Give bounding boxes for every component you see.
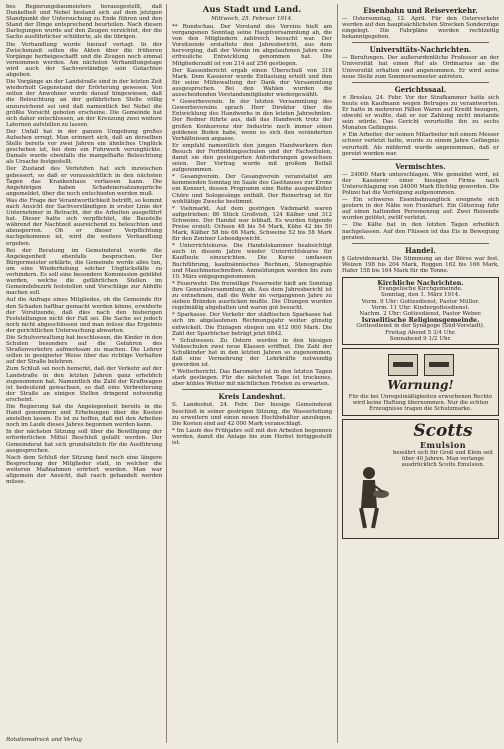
- article-paragraph: ** Rundschau. Der Vorstand des Vereins hielt am vergangenen Sonntag seine Hauptversammlung ab, die von den Mitgliedern zahlreich besucht war. Der Vorsitzende erstattete den Jahresbericht, aus dem hervorging, daß der Verein im abgelaufenen Jahre eine erfreuliche Entwicklung genommen hat. Die Mitgliederzahl ist von 214 auf 256 gestiegen.: [172, 24, 332, 67]
- section-heading: Handel.: [405, 245, 436, 255]
- article-paragraph: * Schulwesen. Zu Ostern werden in den hiesigen Volksschulen zwei neue Klassen eröffnet. Die Zahl der Schulkinder hat in den letzten Jahren so zugenommen, daß eine Vermehrung der Lehrkräfte notwendig geworden ist.: [172, 337, 332, 369]
- section-heading: Universitäts-Nachrichten.: [369, 45, 472, 55]
- article-paragraph: S. Landeshut, 24. Febr. Der hiesige Gemeinderat beschloß in seiner gestrigen Sitzung, die Wasserleitung zu erweitern und einen neuen Hochbehälter anzulegen. Die Kosten sind auf 42 000 Mark veranschlagt.: [172, 402, 332, 427]
- article-paragraph: Zum Schluß sei noch bemerkt, daß der Verkehr auf der Landstraße in den letzten Jahren ganz erheblich zugenommen hat. Namentlich die Zahl der Kraftwagen ist bedeutend gewachsen, so daß eine Verbreiterung der Straße an einigen Stellen dringend notwendig erscheint.: [6, 366, 162, 403]
- box-line: Freitag Abend 5 3/4 Uhr.: [385, 329, 456, 336]
- fisherman-icon: [349, 464, 389, 530]
- section-divider: [352, 42, 489, 43]
- warning-advertisement: [342, 348, 499, 416]
- box-line: Vorm. 11 Uhr: Kindergottesdienst.: [371, 304, 470, 311]
- box-line: Gottesdienst in der Synagoge (Süd-Vorstadt).: [356, 323, 485, 330]
- article-paragraph: * Sparkasse. Der Verkehr der städtischen Sparkasse hat sich im abgelaufenen Rechnungsjahr weiter günstig entwickelt. Die Einlagen stiegen um 412 000 Mark. Die Zahl der Sparbücher beträgt jetzt 6842.: [172, 312, 332, 337]
- column-divider: [337, 4, 338, 743]
- article-paragraph: — Berufungen. Der außerordentliche Professor an der Universität hat einen Ruf als Ordinarius an die Universität erhalten und angenommen. Er wird seine neue Stelle zum Sommersemester antreten.: [342, 55, 499, 80]
- dateline: Mittwoch, 25. Februar 1914.: [211, 16, 293, 22]
- article-paragraph: * Unterrichtskurse. Die Handelskammer beabsichtigt auch in diesem Jahre wieder Unterrichtskurse für Kaufleute einzurichten. Die Kurse umfassen Buchführung, kaufmännisches Rechnen, Stenographie und Maschinenschreiben. Anmeldungen werden bis zum 10. März entgegengenommen.: [172, 243, 332, 280]
- article-paragraph: * Gesangverein. Der Gesangverein veranstaltet am kommenden Sonntag im Saale des Gasthauses zur Krone ein Konzert, dessen Programm eine Reihe ausgewählter Chöre und Sologesänge enthält. Der Reinertrag ist für wohltätige Zwecke bestimmt.: [172, 174, 332, 205]
- article-paragraph: Die Vorgänge an der Landstraße sind in der letzten Zeit wiederholt Gegenstand der Erörterung gewesen. Von seiten der Anwohner wurde darauf hingewiesen, daß die Beleuchtung an der gefährlichen Stelle völlig unzureichend sei und daß namentlich bei Nebel die größte Vorsicht geboten erscheine. Die Gemeinde hat sich daher entschlossen, an der Kreuzung zwei weitere Laternen aufstellen zu lassen.: [6, 79, 162, 128]
- package-illustration: [424, 354, 454, 376]
- box-subtitle: Evangelische Kirchgemeinde.: [378, 286, 463, 293]
- section-heading: Aus Stadt und Land.: [202, 5, 302, 15]
- article-paragraph: * Feuerwehr. Die freiwillige Feuerwehr hielt am Sonntag ihre Generalversammlung ab. Aus dem Jahresbericht ist zu entnehmen, daß die Wehr im vergangenen Jahre zu sieben Bränden ausrücken mußte. Die Übungen wurden regelmäßig abgehalten und waren gut besucht.: [172, 280, 332, 312]
- article-paragraph: Er empfahl namentlich den jungen Handwerkern den Besuch der Fortbildungsschulen und der Fachschulen, damit sie den gesteigerten Anforderungen gewachsen seien. Der Vortrag wurde mit großem Beifall aufgenommen.: [172, 142, 332, 174]
- article-paragraph: — Ostersonntag, 12. April. Für den Osterverkehr werden auf den hauptsächlichsten Strecken Sonderzüge eingelegt. Die Fahrpläne werden rechtzeitig bekanntgegeben.: [342, 16, 499, 41]
- article-paragraph: * Wetterbericht. Das Barometer ist in den letzten Tagen stark gestiegen. Für die nächsten Tage ist trockenes, aber kühles Wetter mit nächtlichen Frösten zu erwarten.: [172, 369, 332, 388]
- article-paragraph: — Ein schweres Eisenbahnunglück ereignete sich gestern in der Nähe von Frankfurt. Ein Güterzug fuhr auf einen haltenden Personenzug auf. Zwei Reisende wurden getötet, zwölf verletzt.: [342, 197, 499, 222]
- article-paragraph: Die Schulverwaltung hat beschlossen, die Kinder in den Schulen besonders auf die Gefahren des Straßenverkehrs aufmerksam zu machen. Die Lehrer sollen in geeigneter Weise über das richtige Verhalten auf der Straße belehren.: [6, 334, 162, 366]
- product-name: Emulsion: [419, 440, 467, 451]
- section-divider: [352, 159, 489, 160]
- brand-name: Scotts: [413, 421, 473, 442]
- section-heading: Vermischtes.: [395, 161, 446, 171]
- package-illustration: [388, 354, 418, 376]
- ad-copy: bewährt sich für Groß und Klein seit über 40 Jahren. Man verlange ausdrücklich Scotts Emulsion.: [392, 450, 494, 469]
- box-title: Israelitische Religionsgemeinde.: [361, 316, 480, 325]
- box-line: Nachm. 2 Uhr: Gottesdienst, Pastor Weber.: [359, 311, 482, 318]
- article-paragraph: Auf die Anfrage eines Mitgliedes, ob die Gemeinde für den Schaden haftbar gemacht werden könne, erwiderte der Vorsitzende, daß dies nach den bisherigen Feststellungen nicht der Fall sei. Die Sache sei jedoch noch nicht abgeschlossen und man müsse das Ergebnis der gerichtlichen Untersuchung abwarten.: [6, 297, 162, 334]
- middle-column: [172, 4, 332, 743]
- article-paragraph: Die Verhandlung wurde hierauf vertagt. In der Zwischenzeit sollen die Akten über die früheren Vorgänge herbeigeschafft und die Zeugen noch einmal vernommen werden. Am nächsten Verhandlungstage wird auch der Sachverständige sein Gutachten abgeben.: [6, 41, 162, 79]
- product-packages: [346, 354, 495, 376]
- article-paragraph: Bei der Beratung im Gemeinderat wurde die Angelegenheit ebenfalls besprochen. Der Bürgermeister erklärte, die Gemeinde werde alles tun, um eine Wiederholung solcher Unglücksfälle zu verhindern. Es soll eine besondere Kommission gebildet werden, welche die gefährlichen Stellen im Gemeindebezirk feststellen und Vorschläge zur Abhilfe machen soll.: [6, 247, 162, 297]
- section-heading: Kreis Landeshut.: [218, 392, 286, 402]
- box-title: Kirchliche Nachrichten.: [377, 279, 464, 287]
- article-paragraph: — 24000 Mark unterschlagen. Wie gemeldet wird, ist der Kassierer einer hiesigen Firma nach Unterschlagung von 24000 Mark flüchtig geworden. Die Polizei hat die Verfolgung aufgenommen.: [342, 171, 499, 196]
- left-column: [6, 4, 162, 743]
- column-divider: [166, 4, 167, 743]
- section-heading: Gerichtssaal.: [394, 84, 447, 94]
- article-paragraph: Die Regierung hat die Angelegenheit bereits in die Hand genommen und Erhebungen über die Kosten anstellen lassen. Es ist zu hoffen, daß mit den Arbeiten noch im Laufe dieses Jahres begonnen werden kann.: [6, 404, 162, 429]
- section-divider: [352, 82, 489, 83]
- box-line: Sonnabend 9 1/2 Uhr.: [389, 335, 452, 342]
- section-divider: [352, 243, 489, 244]
- church-notices-box: [342, 277, 499, 345]
- section-heading: Eisenbahn und Reiseverkehr.: [363, 6, 478, 15]
- right-column: [342, 4, 499, 743]
- article-paragraph: Der Unfall hat in der ganzen Umgebung großes Aufsehen erregt. Man erinnert sich, daß an derselben Stelle bereits vor zwei Jahren ein ähnliches Unglück geschehen ist, bei dem ein Fuhrwerk verunglückte. Damals wurde ebenfalls die mangelhafte Beleuchtung als Ursache festgestellt.: [6, 128, 162, 166]
- warning-text: Für die bei Unregelmäßigkeiten erworbenen Rechte wird keine Haftung übernommen. Nur die echten Erzeugnisse tragen die Schutzmarke.: [348, 394, 493, 413]
- section-divider: [182, 389, 322, 390]
- article-paragraph: § Getreidemarkt. Die Stimmung an der Börse war fest. Weizen 198 bis 204 Mark, Roggen 162 bis 166 Mark, Hafer 158 bis 164 Mark für die Tonne.: [342, 255, 499, 274]
- article-paragraph: — Die Kälte hat in den letzten Tagen erheblich nachgelassen. Auf den Flüssen ist das Eis in Bewegung geraten.: [342, 222, 499, 241]
- article-paragraph: bes Regierungsbaumeisters herausgestellt, daß Dunkelheit und Nebel bestand sich auf dem jetzigen Standpunkt der Untersuchung zu Ende führen und den Stand der Dinge entsprechend beurteilen. Nach diesen Darlegungen wurde auf den Zeugen verzichtet, der die Sache ausführlicher schilderte, als die übrigen.: [6, 4, 162, 41]
- article-paragraph: * Viehmarkt. Auf dem gestrigen Viehmarkt waren aufgetrieben: 86 Stück Großvieh, 124 Kälber und 312 Schweine. Der Handel war lebhaft. Es wurden folgende Preise erzielt: Ochsen 48 bis 54 Mark, Kühe 42 bis 50 Mark, Kälber 58 bis 66 Mark, Schweine 52 bis 58 Mark für den Zentner Lebendgewicht.: [172, 205, 332, 243]
- article-paragraph: Der Zustand des Verletzten hat sich inzwischen gebessert, so daß er voraussichtlich in den nächsten Tagen das Krankenhaus verlassen kann. Die Angehörigen haben Schadenersatzansprüche angemeldet, über die noch entschieden werden muß.: [6, 166, 162, 197]
- box-line: Sonntag, den 1. März 1914.: [381, 292, 460, 299]
- warning-title: Warnung!: [387, 378, 454, 393]
- article-paragraph: × Ein Arbeiter, der seinen Mitarbeiter mit einem Messer schwer verletzt hatte, wurde zu einem Jahre Gefängnis verurteilt. Als mildernd wurde angenommen, daß er gereizt worden war.: [342, 132, 499, 157]
- article-paragraph: * Im Laufe des Frühjahrs soll mit den Arbeiten begonnen werden, damit die Anlage bis zum Herbst fertiggestellt ist.: [172, 427, 332, 446]
- scotts-emulsion-advertisement: [342, 419, 499, 539]
- article-paragraph: In der nächsten Sitzung soll über die Bewilligung der erforderlichen Mittel Beschluß gefaßt werden. Der Gemeinderat hat sich grundsätzlich für die Ausführung ausgesprochen.: [6, 429, 162, 454]
- box-line: Vorm. 9 Uhr: Gottesdienst, Pastor Müller.: [361, 298, 480, 305]
- article-paragraph: * Gewerbeverein. In der letzten Versammlung des Gewerbevereins sprach Herr Direktor über die Entwicklung des Handwerks in den letzten Jahrzehnten. Der Redner führte aus, daß das Handwerk trotz der großen Konkurrenz der Industrie noch immer einen goldenen Boden habe, wenn es sich den veränderten Verhältnissen anpasse.: [172, 99, 332, 142]
- article-paragraph: Der Kassenbericht ergab einen Überschuß von 318 Mark. Dem Kassierer wurde Entlastung erteilt und ihm für seine Mühewaltung der Dank der Versammlung ausgesprochen. Bei den Wahlen wurden die ausscheidenden Vorstandsmitglieder wiedergewählt.: [172, 67, 332, 99]
- article-paragraph: Nach dem Schluß der Sitzung fand noch eine längere Besprechung der Mitglieder statt, in welcher die weiteren Maßnahmen erörtert wurden. Man war allgemein der Ansicht, daß rasch gehandelt werden müsse.: [6, 454, 162, 486]
- article-paragraph: × Breslau, 24. Febr. Vor der Strafkammer hatte sich heute ein Kaufmann wegen Betruges zu verantworten. Er hatte in mehreren Fällen Waren auf Kredit bezogen, obwohl er wußte, daß er zur Zahlung nicht imstande sein würde. Das Gericht verurteilte ihn zu sechs Monaten Gefängnis.: [342, 94, 499, 132]
- article-paragraph: Was die Frage der Verantwortlichkeit betrifft, so kommt nach Ansicht der Sachverständigen in erster Linie der Unternehmer in Betracht, der die Arbeiten ausgeführt hat. Dieser hatte sich verpflichtet, die Baustelle während der Nachtzeit ausreichend zu beleuchten und abzusperren. Ob er dieser Verpflichtung nachgekommen ist, wird die weitere Verhandlung ergeben.: [6, 197, 162, 247]
- printer-footer: Rotationsdruck und Verlag: [6, 737, 82, 743]
